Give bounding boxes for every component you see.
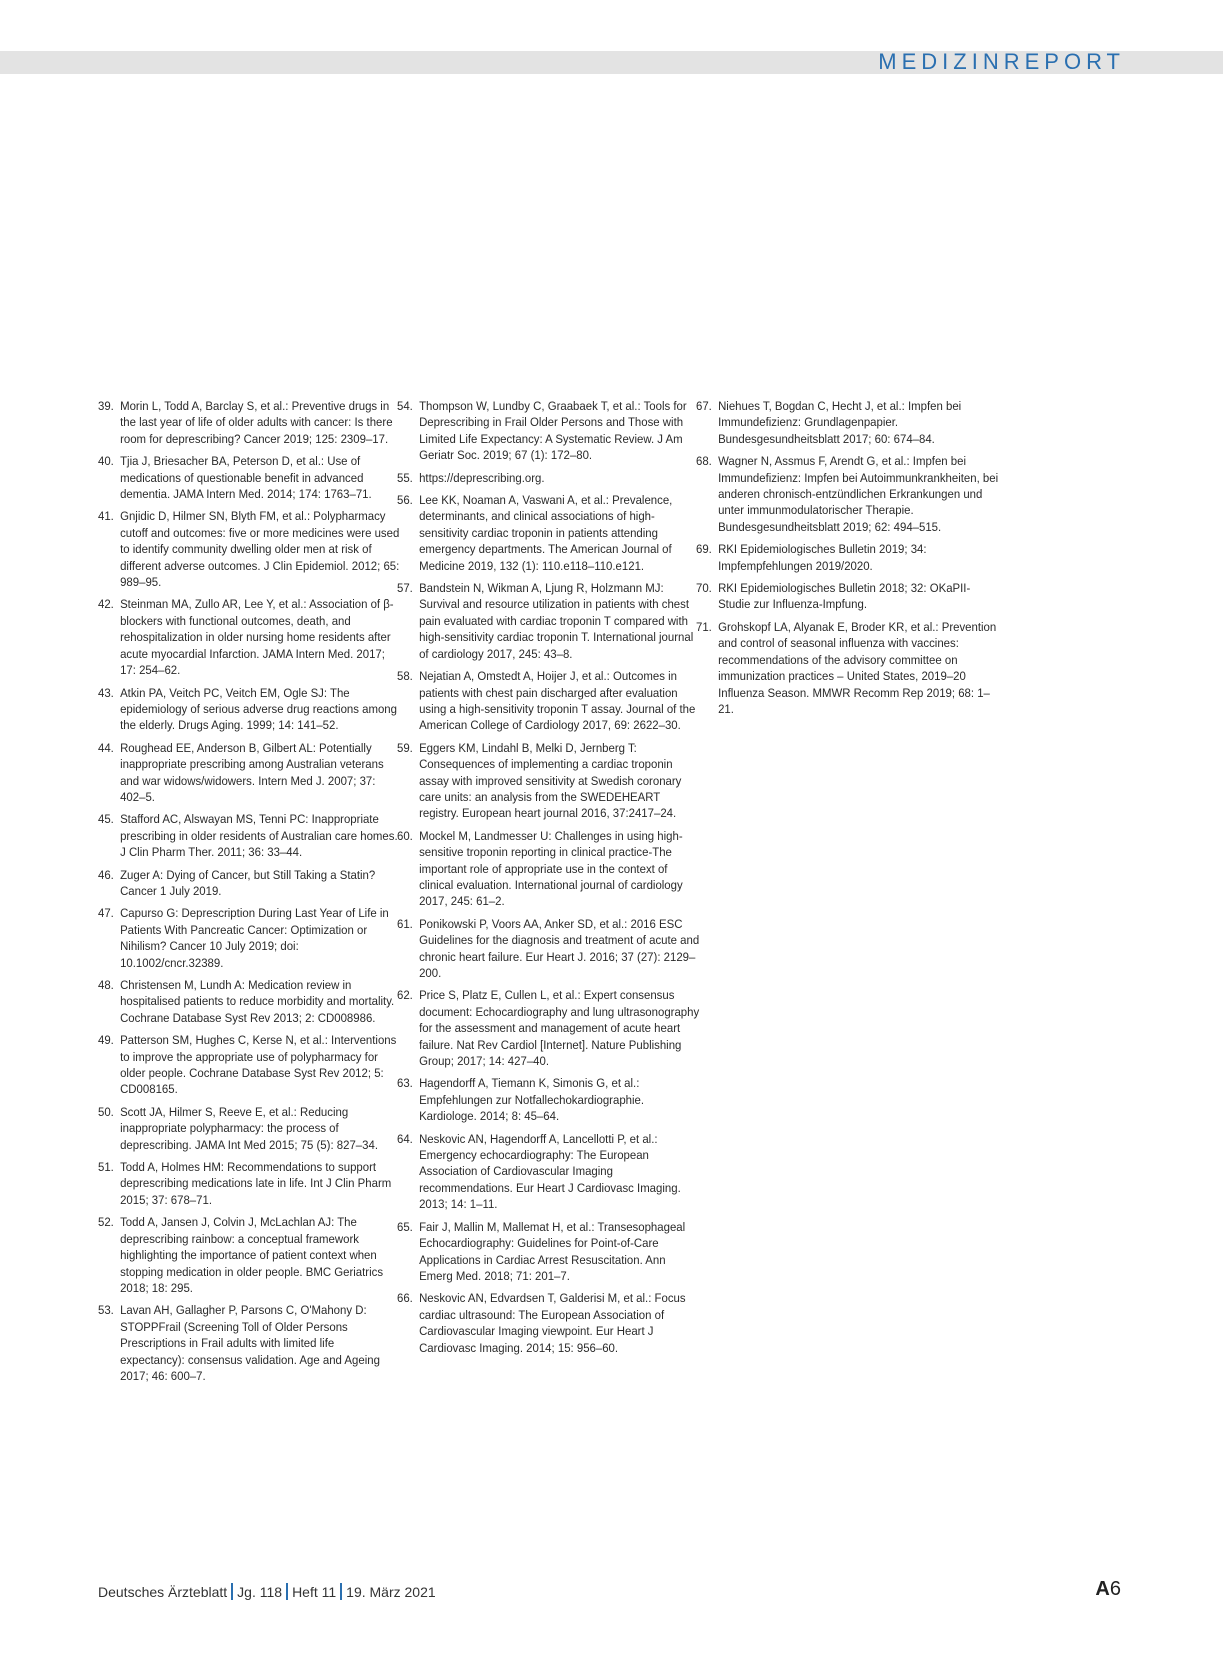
reference-item <box>397 492 701 574</box>
reference-text: Wagner N, Assmus F, Arendt G, et al.: Impfen bei Immundefizienz: Impfen bei Autoimmunkrankheiten, bei anderen chronisch-entzündlichen Erkrankungen und unter immunmodulatorischer Therapie. Bundesgesundheitsblatt 2019; 62: 494–515. <box>718 454 999 534</box>
reference-item <box>696 580 1000 613</box>
reference-text: Capurso G: Deprescription During Last Year of Life in Patients With Pancreatic Cancer: Optimization or Nihilism? Cancer 10 July 2019; doi: 10.1002/cncr.32389. <box>120 906 389 970</box>
reference-number: 60. <box>397 828 413 843</box>
reference-number: 48. <box>98 978 114 992</box>
reference-text: Bandstein N, Wikman A, Ljung R, Holzmann MJ: Survival and resource utilization in patients with chest pain evaluated with cardiac troponin T compared with high-sensitivity cardiac troponin T. International journal of cardiology 2017, 245: 43–8. <box>419 581 694 661</box>
reference-text: Steinman MA, Zullo AR, Lee Y, et al.: Association of β-blockers with functional outcomes, death, and rehospitalization in older nursing home residents after acute myocardial Infarction. JAMA Intern Med. 2017; 17: 254–62. <box>120 597 394 678</box>
reference-text: Gnjidic D, Hilmer SN, Blyth FM, et al.: Polypharmacy cutoff and outcomes: five or more medicines were used to identify community dwelling older men at risk of different adverse outcomes. J Clin Epidemiol. 2012; 65: 989–95. <box>120 509 400 590</box>
reference-item <box>98 740 402 806</box>
reference-text: Atkin PA, Veitch PC, Veitch EM, Ogle SJ: The epidemiology of serious adverse drug reactions among the elderly. Drugs Aging. 1999; 14: 141–52. <box>120 685 397 733</box>
reference-text: Lee KK, Noaman A, Vaswani A, et al.: Prevalence, determinants, and clinical associations of high-sensitivity cardiac troponin in patients attending emergency departments. The American Journal of Medicine 2019, 132 (1): 110.e118–110.e121. <box>419 493 673 573</box>
reference-number: 56. <box>397 493 413 508</box>
references-column-2 <box>397 398 700 1362</box>
reference-text: Grohskopf LA, Alyanak E, Broder KR, et al.: Prevention and control of seasonal influenza with vaccines: recommendations of the advisory committee on immunization practices – United States, 2019–20 Influenza Season. MMWR Recomm Rep 2019; 68: 1–21. <box>718 619 997 716</box>
reference-text: Mockel M, Landmesser U: Challenges in using high-sensitive troponin reporting in clinical practice-The important role of appropriate use in the context of clinical evaluation. International journal of cardiology 2017, 245: 61–2. <box>419 828 683 909</box>
footer-citation <box>98 1583 436 1600</box>
reference-text: Neskovic AN, Edvardsen T, Galderisi M, et al.: Focus cardiac ultrasound: The European Association of Cardiovascular Imaging viewpoint. Eur Heart J Cardiovasc Imaging. 2014; 15: 956–60. <box>419 1291 686 1355</box>
reference-number: 67. <box>696 399 712 413</box>
reference-number: 41. <box>98 509 114 524</box>
reference-number: 50. <box>98 1104 114 1119</box>
reference-item <box>696 453 1000 535</box>
reference-item <box>397 828 701 910</box>
reference-number: 47. <box>98 906 114 921</box>
footer-separator <box>340 1583 342 1600</box>
reference-number: 57. <box>397 581 413 596</box>
page-number-value: 6 <box>1109 1578 1121 1600</box>
reference-number: 49. <box>98 1033 114 1048</box>
reference-item <box>397 398 701 464</box>
reference-number: 61. <box>397 916 413 931</box>
reference-item <box>696 619 1000 717</box>
reference-item <box>98 867 402 900</box>
reference-number: 58. <box>397 669 413 684</box>
reference-text: Tjia J, Briesacher BA, Peterson D, et al.: Use of medications of questionable benefit in advanced dementia. JAMA Intern Med. 2014; 174: 1763–71. <box>120 454 372 502</box>
reference-item <box>397 1075 701 1124</box>
reference-text: Eggers KM, Lindahl B, Melki D, Jernberg T: Consequences of implementing a cardiac troponin assay with improved sensitivity at Swedish coronary care units: an analysis from the SWEDEHEART registry. European heart journal 2016, 37:2417–24. <box>419 740 682 821</box>
reference-number: 59. <box>397 740 413 755</box>
reference-number: 68. <box>696 454 712 469</box>
reference-text: Roughead EE, Anderson B, Gilbert AL: Potentially inappropriate prescribing among Australian veterans and war widows/widowers. Intern Med J. 2007; 37: 402–5. <box>120 740 384 804</box>
reference-item <box>98 1104 402 1153</box>
reference-item <box>397 470 701 486</box>
reference-number: 53. <box>98 1303 114 1318</box>
reference-item <box>696 398 1000 447</box>
reference-item <box>98 811 402 860</box>
reference-item <box>98 398 402 447</box>
reference-item <box>397 1219 701 1285</box>
reference-item <box>98 1302 402 1384</box>
reference-text: Nejatian A, Omstedt A, Hoijer J, et al.: Outcomes in patients with chest pain discharged after evaluation using a high-sensitivity troponin T assay. Journal of the American College of Cardiology 2017, 69: 2622–30. <box>419 669 696 733</box>
reference-item <box>98 1159 402 1208</box>
reference-item <box>397 580 701 662</box>
reference-text: Ponikowski P, Voors AA, Anker SD, et al.: 2016 ESC Guidelines for the diagnosis and treatment of acute and chronic heart failure. Eur Heart J. 2016; 37 (27): 2129–200. <box>419 916 700 980</box>
reference-number: 63. <box>397 1076 413 1091</box>
reference-text: Christensen M, Lundh A: Medication review in hospitalised patients to reduce morbidity and mortality. Cochrane Database Syst Rev 2013; 2: CD008986. <box>120 978 395 1025</box>
reference-number: 69. <box>696 542 712 557</box>
footer-journal: Deutsches Ärzteblatt <box>98 1584 228 1600</box>
reference-text: Thompson W, Lundby C, Graabaek T, et al.: Tools for Deprescribing in Frail Older Persons and Those with Limited Life Expectancy: A Systematic Review. J Am Geriatr Soc. 2019; 67 (1): 172–80. <box>419 399 687 463</box>
reference-item <box>397 1290 701 1356</box>
reference-number: 42. <box>98 597 114 612</box>
footer-separator <box>286 1583 288 1600</box>
reference-text: Fair J, Mallin M, Mallemat H, et al.: Transesophageal Echocardiography: Guidelines for Point-of-Care Applications in Cardiac Arrest Resuscitation. Ann Emerg Med. 2018; 71: 201–7. <box>419 1219 686 1283</box>
reference-text: Zuger A: Dying of Cancer, but Still Taking a Statin? Cancer 1 July 2019. <box>120 867 376 898</box>
reference-item <box>98 905 402 971</box>
reference-item <box>98 1032 402 1098</box>
reference-item <box>397 1131 701 1213</box>
reference-item <box>98 977 402 1026</box>
reference-number: 66. <box>397 1291 413 1306</box>
reference-number: 51. <box>98 1160 114 1175</box>
footer-volume: Jg. 118 <box>237 1584 283 1600</box>
reference-number: 71. <box>696 619 712 634</box>
footer-issue: Heft 11 <box>292 1584 337 1600</box>
reference-number: 52. <box>98 1215 114 1230</box>
reference-number: 65. <box>397 1219 413 1234</box>
reference-number: 62. <box>397 988 413 1003</box>
reference-number: 40. <box>98 454 114 469</box>
reference-item <box>397 987 701 1069</box>
reference-item <box>98 1214 402 1296</box>
references-column-1 <box>98 398 400 1390</box>
reference-text: Todd A, Jansen J, Colvin J, McLachlan AJ: The deprescribing rainbow: a conceptual framework highlighting the importance of patient context when stopping medication in older people. BMC Geriatrics 2018; 18: 295. <box>120 1215 384 1295</box>
reference-item <box>696 541 1000 574</box>
page-prefix: A <box>1095 1578 1110 1600</box>
reference-item <box>397 668 701 734</box>
reference-text: RKI Epidemiologisches Bulletin 2018; 32: OKaPII-Studie zur Influenza-Impfung. <box>718 581 971 612</box>
reference-text: Niehues T, Bogdan C, Hecht J, et al.: Impfen bei Immundefizienz: Grundlagenpapier. Bundesgesundheitsblatt 2017; 60: 674–84. <box>718 399 962 446</box>
reference-text: Scott JA, Hilmer S, Reeve E, et al.: Reducing inappropriate polypharmacy: the process of deprescribing. JAMA Int Med 2015; 75 (5): 827–34. <box>120 1104 378 1152</box>
reference-number: 44. <box>98 740 114 755</box>
footer-date: 19. März 2021 <box>346 1584 436 1600</box>
reference-number: 45. <box>98 812 114 827</box>
reference-text: Todd A, Holmes HM: Recommendations to support deprescribing medications late in life. Int J Clin Pharm 2015; 37: 678–71. <box>120 1160 392 1207</box>
section-title: MEDIZINREPORT <box>878 49 1125 74</box>
reference-text: RKI Epidemiologisches Bulletin 2019; 34: Impfempfehlungen 2019/2020. <box>718 542 927 573</box>
reference-number: 43. <box>98 685 114 700</box>
page-number <box>1095 1578 1121 1601</box>
reference-text: Morin L, Todd A, Barclay S, et al.: Preventive drugs in the last year of life of older adults with cancer: Is there room for deprescribing? Cancer 2019; 125: 2309–17. <box>120 399 393 446</box>
reference-number: 70. <box>696 581 712 596</box>
references-column-3 <box>696 398 999 723</box>
reference-text: Price S, Platz E, Cullen L, et al.: Expert consensus document: Echocardiography and lung ultrasonography for the assessment and management of acute heart failure. Nat Rev Cardiol [Internet]. Nature Publishing Group; 2017; 14: 427–40. <box>419 988 700 1069</box>
reference-number: 54. <box>397 399 413 413</box>
reference-item <box>98 685 402 734</box>
reference-text: Stafford AC, Alswayan MS, Tenni PC: Inappropriate prescribing in older residents of Australian care homes. J Clin Pharm Ther. 2011; 36: 33–44. <box>120 812 398 860</box>
reference-item <box>98 508 402 590</box>
reference-item <box>98 453 402 502</box>
reference-number: 46. <box>98 867 114 882</box>
reference-number: 39. <box>98 399 114 413</box>
reference-text: Hagendorff A, Tiemann K, Simonis G, et al.: Empfehlungen zur Notfallechokardiographie. Kardiologe. 2014; 8: 45–64. <box>419 1076 645 1124</box>
reference-item <box>397 916 701 982</box>
reference-number: 64. <box>397 1131 413 1146</box>
reference-number: 55. <box>397 470 413 485</box>
reference-text: Patterson SM, Hughes C, Kerse N, et al.: Interventions to improve the appropriate use of polypharmacy for older people. Cochrane Database Syst Rev 2012; 5: CD008165. <box>120 1033 397 1097</box>
reference-text: https://deprescribing.org. <box>419 470 545 485</box>
reference-text: Lavan AH, Gallagher P, Parsons C, O'Mahony D: STOPPFrail (Screening Toll of Older Persons Prescriptions in Frail adults with limited life expectancy): consensus validation. Age and Ageing 2017; 46: 600–7. <box>120 1303 380 1383</box>
footer-separator <box>231 1583 233 1600</box>
reference-item <box>98 596 402 678</box>
reference-text: Neskovic AN, Hagendorff A, Lancellotti P, et al.: Emergency echocardiography: The European Association of Cardiovascular Imaging recommendations. Eur Heart J Cardiovasc Imaging. 2013; 14: 1–11. <box>419 1131 681 1212</box>
reference-item <box>397 740 701 822</box>
